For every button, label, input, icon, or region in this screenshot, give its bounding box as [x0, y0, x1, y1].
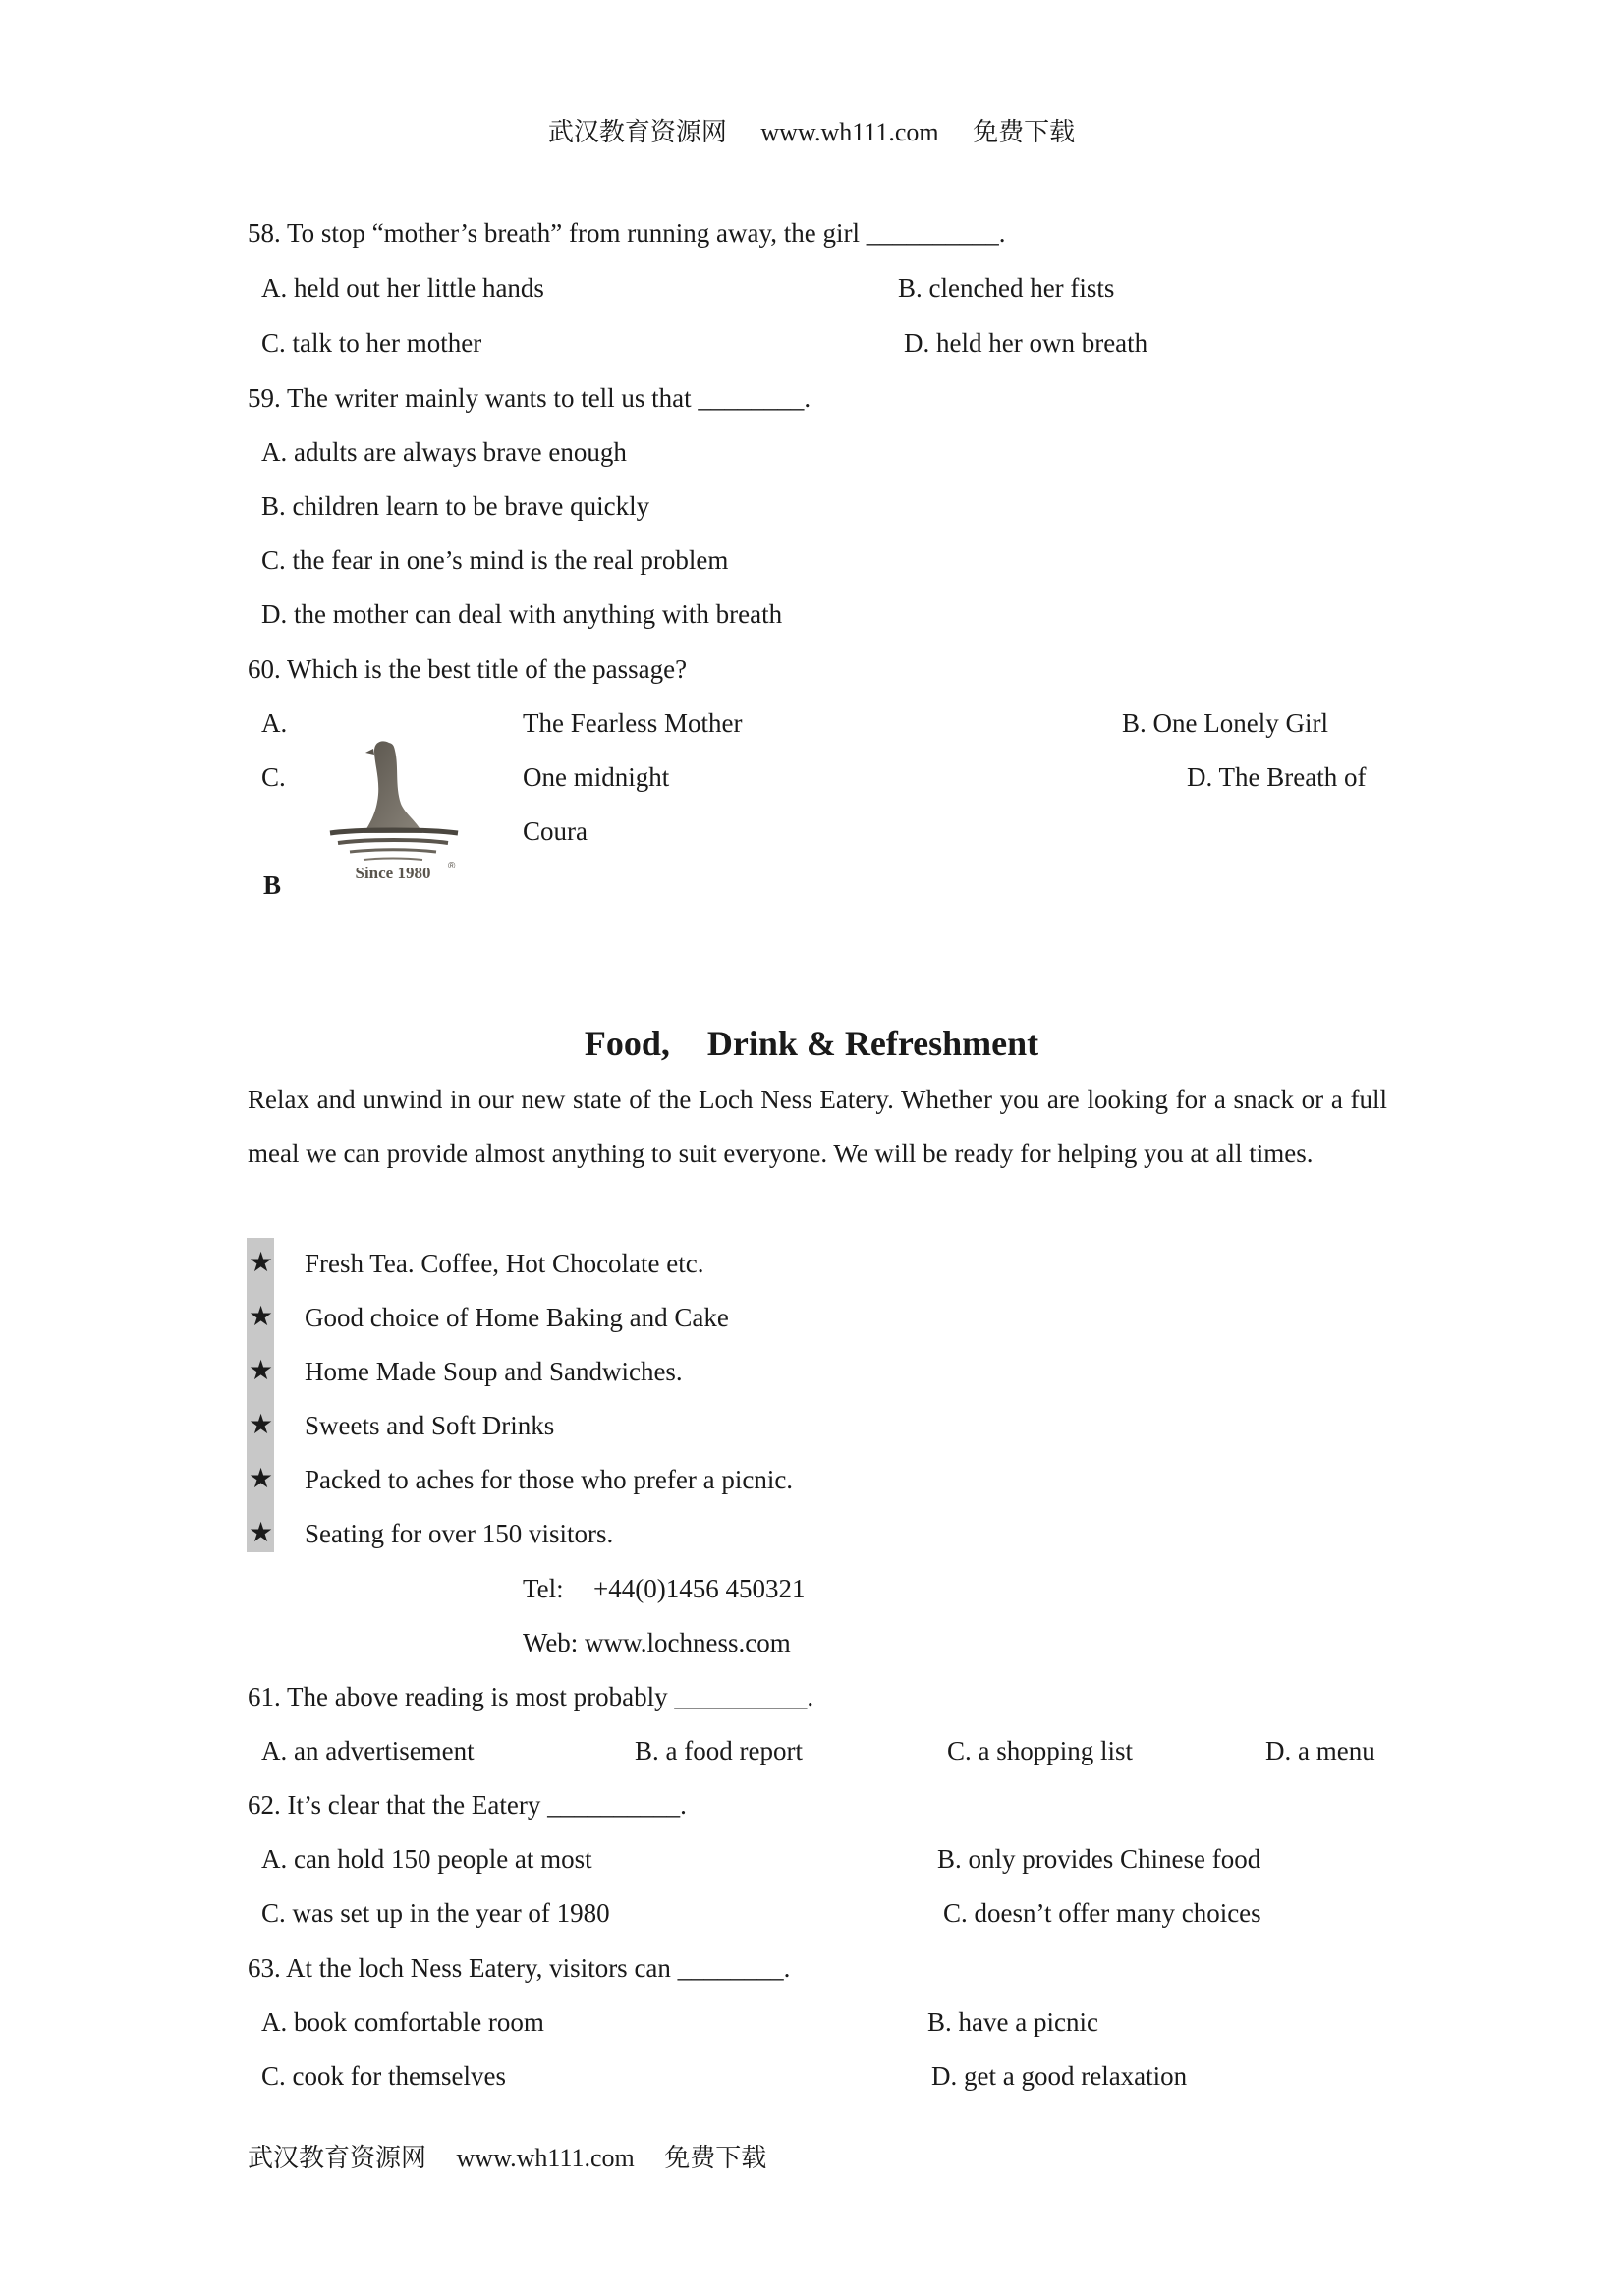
bullet-star-icon: ★ — [249, 1248, 274, 1278]
contact-tel: +44(0)1456 450321 — [593, 1574, 806, 1603]
bullet-item: Fresh Tea. Coffee, Hot Chocolate etc. — [305, 1249, 704, 1278]
bullet-star-icon: ★ — [249, 1302, 274, 1332]
question-63-option-a: A. book comfortable room — [261, 2007, 544, 2037]
header-site-name: 武汉教育资源网 — [547, 118, 727, 146]
question-59-option-c: C. the fear in one’s mind is the real problem — [261, 545, 729, 575]
bullet-item: Packed to aches for those who prefer a picnic. — [305, 1465, 794, 1494]
question-62-stem: 62. It’s clear that the Eatery __________. — [248, 1790, 687, 1820]
question-60-stem: 60. Which is the best title of the passage? — [248, 654, 688, 684]
footer-site-name: 武汉教育资源网 — [248, 2144, 427, 2172]
question-58-option-a: A. held out her little hands — [261, 273, 544, 303]
header-url[interactable]: www.wh111.com — [760, 118, 939, 146]
contact-tel-label: Tel: — [523, 1574, 564, 1603]
loch-ness-monster-icon — [320, 731, 466, 884]
question-63-stem: 63. At the loch Ness Eatery, visitors can ________. — [248, 1953, 791, 1983]
advert-intro: Relax and unwind in our new state of the Loch Ness Eatery. Whether you are looking for a snack or a full meal we can provide almost anything to suit everyone. We will be ready for helping you at all times. — [248, 1085, 1387, 1168]
question-63-option-d: D. get a good relaxation — [931, 2061, 1188, 2091]
question-59-option-d: D. the mother can deal with anything with breath — [261, 599, 783, 629]
question-60-option-d-continued: Coura — [523, 816, 588, 846]
section-b-label: B — [263, 870, 282, 900]
question-60-option-d: D. The Breath of — [1187, 762, 1367, 792]
question-59-option-b: B. children learn to be brave quickly — [261, 491, 650, 521]
bullet-item: Home Made Soup and Sandwiches. — [305, 1357, 683, 1386]
bullet-item: Seating for over 150 visitors. — [305, 1519, 614, 1548]
question-61-option-c: C. a shopping list — [947, 1736, 1134, 1765]
question-63-option-c: C. cook for themselves — [261, 2061, 506, 2091]
bullet-star-icon: ★ — [249, 1464, 274, 1494]
question-60-option-c-text: One midnight — [523, 762, 670, 792]
advert-title-part2: Drink & Refreshment — [706, 1024, 1039, 1063]
question-58-option-b: B. clenched her fists — [898, 273, 1115, 303]
question-61-stem: 61. The above reading is most probably __________. — [248, 1682, 814, 1711]
svg-text:®: ® — [448, 861, 456, 871]
question-61-option-a: A. an advertisement — [261, 1736, 475, 1765]
question-62-option-b: B. only provides Chinese food — [937, 1844, 1261, 1874]
question-62-option-d: C. doesn’t offer many choices — [943, 1898, 1261, 1928]
question-58-stem: 58. To stop “mother’s breath” from running away, the girl __________. — [248, 218, 1006, 248]
bullet-highlight-bar — [247, 1238, 274, 1552]
footer-download: 免费下载 — [664, 2144, 767, 2172]
advert-title — [0, 1026, 1623, 1061]
question-60-option-a-letter: A. — [261, 708, 288, 738]
question-58-option-d: D. held her own breath — [904, 328, 1148, 358]
advert-title-part1: Food, — [584, 1024, 670, 1063]
question-60-option-c-letter: C. — [261, 762, 286, 792]
question-61-option-b: B. a food report — [635, 1736, 803, 1765]
page-header — [0, 120, 1623, 145]
question-59-option-a: A. adults are always brave enough — [261, 437, 627, 467]
bullet-star-icon: ★ — [249, 1356, 274, 1386]
question-60-option-a-text: The Fearless Mother — [523, 708, 743, 738]
question-62-option-c: C. was set up in the year of 1980 — [261, 1898, 610, 1928]
logo-since-text: Since 1980 — [355, 864, 431, 882]
page-footer — [248, 2146, 790, 2171]
bullet-item: Good choice of Home Baking and Cake — [305, 1303, 729, 1332]
question-60-option-b: B. One Lonely Girl — [1122, 708, 1328, 738]
bullet-item: Sweets and Soft Drinks — [305, 1411, 555, 1440]
loch-ness-logo — [320, 731, 466, 884]
header-download: 免费下载 — [973, 118, 1076, 146]
bullet-star-icon: ★ — [249, 1518, 274, 1548]
question-62-option-a: A. can hold 150 people at most — [261, 1844, 592, 1874]
contact-web: Web: www.lochness.com — [523, 1628, 791, 1657]
question-63-option-b: B. have a picnic — [927, 2007, 1098, 2037]
question-59-stem: 59. The writer mainly wants to tell us that ________. — [248, 383, 812, 413]
bullet-star-icon: ★ — [249, 1410, 274, 1440]
footer-url[interactable]: www.wh111.com — [456, 2144, 635, 2172]
question-61-option-d: D. a menu — [1265, 1736, 1375, 1765]
question-58-option-c: C. talk to her mother — [261, 328, 482, 358]
